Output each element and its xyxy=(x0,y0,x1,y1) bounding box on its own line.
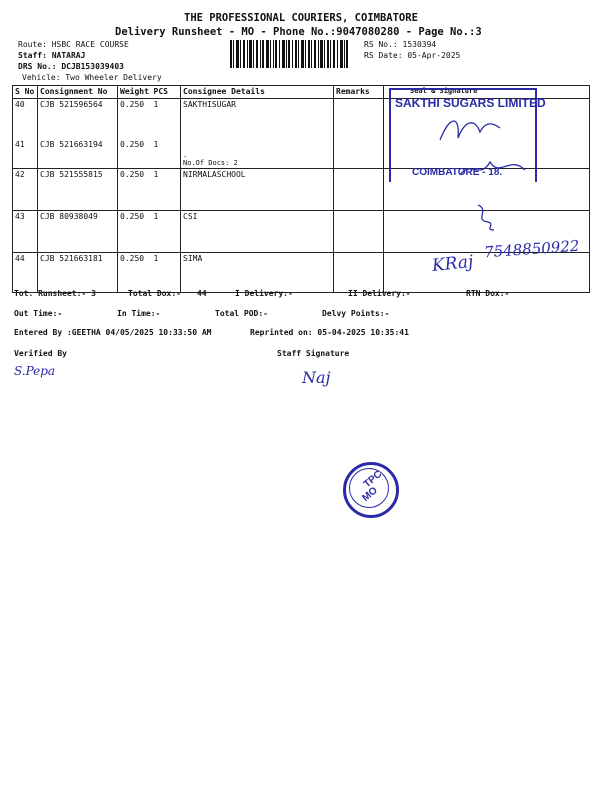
docs-count: No.Of Docs: 2 xyxy=(183,159,238,167)
cell-remarks xyxy=(334,169,384,211)
total-pod: Total POD:- xyxy=(215,309,268,318)
cell-cn: CJB 521555815 xyxy=(38,169,118,211)
vehicle-label: Vehicle: Two Wheeler Delivery xyxy=(22,73,162,82)
rs-date: RS Date: 05-Apr-2025 xyxy=(364,51,461,60)
cell-cn: CJB 521663181 xyxy=(38,253,118,293)
total-dox-label: Total Dox:- xyxy=(128,289,181,298)
seal-company-name: SAKTHI SUGARS LIMITED xyxy=(395,96,546,110)
cell-consignee: SIMA xyxy=(181,253,334,293)
cell-cn: CJB 521663194 xyxy=(38,139,118,169)
barcode xyxy=(230,40,348,68)
cell-sno: 42 xyxy=(13,169,38,211)
cell-weight: 0.250 xyxy=(118,253,152,293)
company-title: THE PROFESSIONAL COURIERS, COIMBATORE xyxy=(184,12,418,24)
verified-by-label: Verified By xyxy=(14,349,67,358)
cell-pcs: 1 xyxy=(152,253,181,293)
cell-cn: CJB 521596564 xyxy=(38,99,118,139)
cell-cn: CJB 80938049 xyxy=(38,211,118,253)
handwritten-receiver: KRaj xyxy=(431,251,475,277)
ii-delivery: II Delivery:- xyxy=(348,289,411,298)
rtn-dox: RTN Dox:- xyxy=(466,289,510,298)
staff-signature: Naj xyxy=(302,368,331,387)
route-label: Route: HSBC RACE COURSE xyxy=(18,40,129,49)
delivery-points: Delvy Points:- xyxy=(322,309,390,318)
cell-sno: 41 xyxy=(13,139,38,169)
cell-consignee: . No.Of Docs: 2 xyxy=(181,139,334,169)
drs-number: DRS No.: DCJB153039403 xyxy=(18,62,124,71)
staff-signature-label: Staff Signature xyxy=(277,349,350,358)
cell-sno: 44 xyxy=(13,253,38,293)
row-signature-2 xyxy=(455,150,535,190)
row-signature-1 xyxy=(430,110,510,150)
tot-runsheet: Tot. Runsheet:- 3 xyxy=(14,289,96,298)
col-consignee: Consignee Details xyxy=(181,86,334,99)
col-pcs: PCS xyxy=(152,86,181,99)
total-dox-value: 44 xyxy=(197,289,207,298)
handwritten-phone: 7548850922 xyxy=(483,236,580,262)
cell-weight: 0.250 xyxy=(118,169,152,211)
cell-consignee: NIRMALASCHOOL xyxy=(181,169,334,211)
rs-number: RS No.: 1530394 xyxy=(364,40,437,49)
stamp-text-top: TPC xyxy=(361,468,385,491)
col-sno: S No xyxy=(13,86,38,99)
cell-weight: 0.250 xyxy=(118,99,152,139)
cell-remarks xyxy=(334,211,384,253)
verifier-signature: S.Pepa xyxy=(14,364,56,378)
cell-pcs: 1 xyxy=(152,139,181,169)
cell-sno: 43 xyxy=(13,211,38,253)
stamp-text-bottom: MO xyxy=(360,485,380,504)
cell-sno: 40 xyxy=(13,99,38,139)
cell-weight: 0.250 xyxy=(118,211,152,253)
col-remarks: Remarks xyxy=(334,86,384,99)
cell-weight: 0.250 xyxy=(118,139,152,169)
i-delivery: I Delivery:- xyxy=(235,289,293,298)
out-time: Out Time:- xyxy=(14,309,63,318)
cell-pcs: 1 xyxy=(152,211,181,253)
cell-consignee: CSI xyxy=(181,211,334,253)
in-time: In Time:- xyxy=(117,309,161,318)
col-consignment: Consignment No xyxy=(38,86,118,99)
cell-remarks xyxy=(334,139,384,169)
seal-city: COIMBATORE - 18. xyxy=(412,167,503,178)
entered-by: Entered By :GEETHA 04/05/2025 10:33:50 AM xyxy=(14,328,212,337)
cell-consignee: SAKTHISUGAR xyxy=(181,99,334,139)
cell-pcs: 1 xyxy=(152,99,181,139)
reprinted-on: Reprinted on: 05-04-2025 10:35:41 xyxy=(250,328,409,337)
cell-remarks xyxy=(334,253,384,293)
staff-label: Staff: NATARAJ xyxy=(18,51,86,60)
cell-remarks xyxy=(334,99,384,139)
row-signature-3 xyxy=(470,200,510,234)
runsheet-title: Delivery Runsheet - MO - Phone No.:9047080280 - Page No.:3 xyxy=(115,26,482,38)
tpc-round-stamp xyxy=(343,462,399,518)
cell-pcs: 1 xyxy=(152,169,181,211)
seal-header-label: Seal & Signature xyxy=(410,87,478,95)
col-weight: Weight xyxy=(118,86,152,99)
